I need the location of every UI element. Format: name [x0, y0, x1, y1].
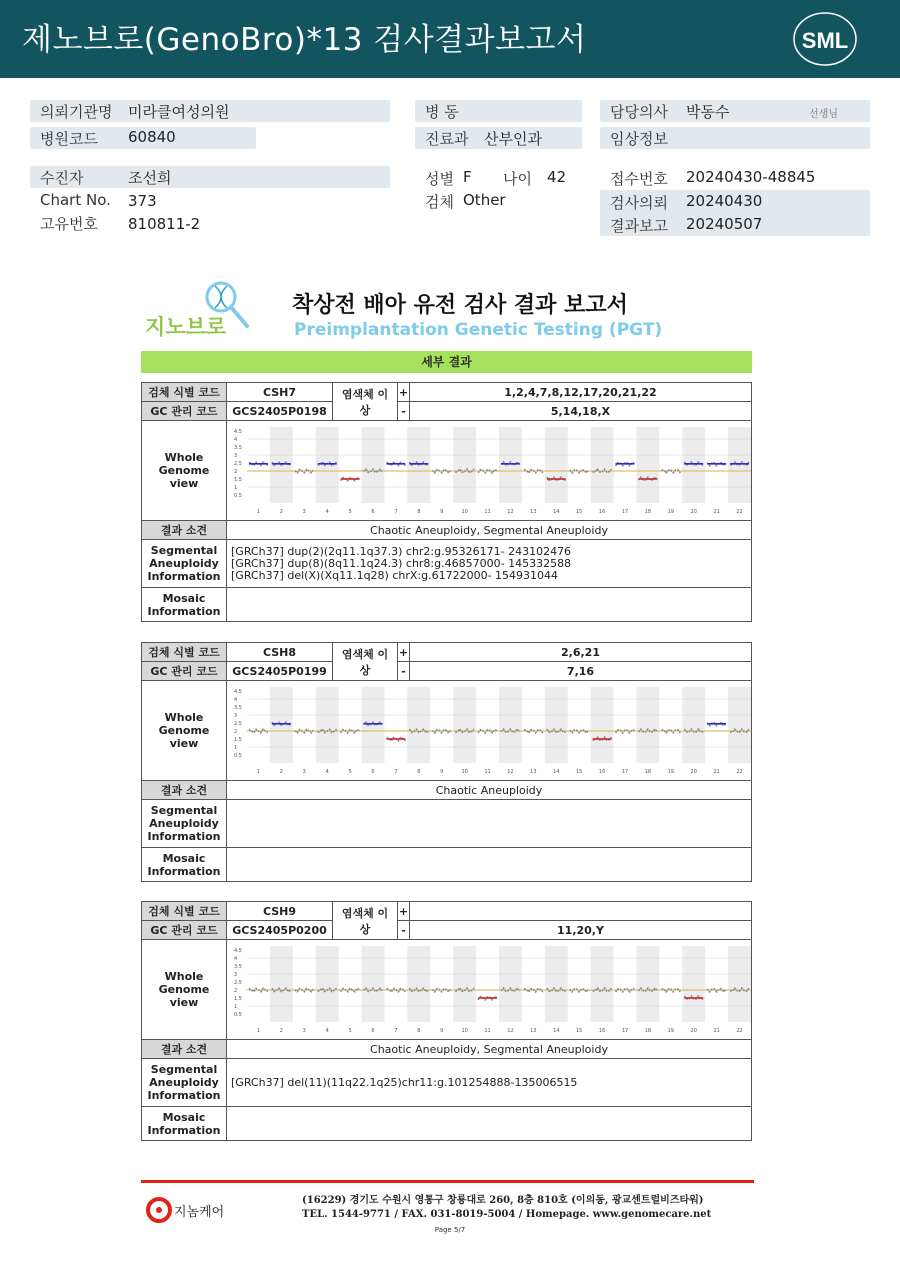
x-tick-label: 3 — [302, 1028, 306, 1034]
chromosome-band — [407, 946, 430, 1022]
footer-divider — [141, 1180, 754, 1183]
segmental-line: [GRCh37] dup(8)(8q11.1q24.3) chr8:g.46857000- 145332588 — [231, 556, 572, 570]
whole-genome-label: Whole Genome view — [142, 421, 227, 521]
x-tick-label: 4 — [325, 1028, 329, 1034]
x-tick-label: 14 — [553, 1028, 560, 1034]
y-tick-label: 3 — [234, 972, 238, 978]
x-tick-label: 1 — [256, 509, 261, 515]
loss-sign: - — [398, 921, 410, 940]
sex-label: 성별 — [425, 170, 454, 188]
mosaic-label: Mosaic Information — [142, 588, 227, 622]
chromosome-band — [636, 427, 659, 503]
segmental-info — [227, 1059, 752, 1107]
gain-chromosomes — [410, 902, 752, 921]
x-tick-label: 13 — [530, 509, 537, 515]
chromosome-band — [362, 427, 385, 503]
whole-genome-label: Whole Genome view — [142, 681, 227, 781]
sample-table-csh9 — [141, 901, 752, 1141]
y-tick-label: 4 — [234, 697, 238, 703]
sample-code-value: CSH7 — [227, 383, 333, 402]
ward-label: 병 동 — [425, 103, 459, 121]
hospital-code-label: 병원코드 — [40, 130, 98, 148]
segmental-label: Segmental Aneuploidy Information — [142, 800, 227, 848]
chromosome-band — [316, 946, 339, 1022]
x-tick-label: 9 — [440, 509, 444, 515]
y-tick-label: 3 — [234, 453, 238, 459]
section-banner: 세부 결과 — [141, 351, 752, 373]
sample-code-label: 검체 식별 코드 — [142, 643, 227, 662]
mosaic-label: Mosaic Information — [142, 1107, 227, 1141]
x-tick-label: 22 — [736, 1028, 743, 1034]
x-tick-label: 8 — [417, 1028, 421, 1034]
gc-code-value: GCS2405P0199 — [227, 662, 333, 681]
chromosome-band — [453, 687, 476, 763]
whole-genome-chart — [227, 681, 752, 781]
gc-code-label: GC 관리 코드 — [142, 662, 227, 681]
receipt-label: 접수번호 — [610, 170, 668, 188]
x-tick-label: 2 — [279, 769, 283, 775]
chromosome-band — [499, 427, 522, 503]
chromosome-band — [682, 946, 705, 1022]
chromosome-band — [453, 946, 476, 1022]
x-tick-label: 7 — [394, 1028, 398, 1034]
mosaic-info — [227, 1107, 752, 1141]
page-number: Page 5/7 — [434, 1226, 466, 1234]
x-tick-label: 1 — [256, 1028, 261, 1034]
specimen-label: 검체 — [425, 193, 454, 211]
y-tick-label: 1 — [234, 485, 238, 491]
result-value: Chaotic Aneuploidy, Segmental Aneuploidy — [227, 1040, 752, 1059]
whole-genome-chart — [227, 421, 752, 521]
x-tick-label: 10 — [461, 1028, 468, 1034]
y-tick-label: 0.5 — [234, 1012, 242, 1018]
sample-code-label: 검체 식별 코드 — [142, 383, 227, 402]
x-tick-label: 10 — [461, 509, 468, 515]
patient-row — [30, 166, 390, 188]
department-label: 진료과 — [425, 130, 469, 148]
patient-value: 조선희 — [128, 169, 172, 187]
sample-code-label: 검체 식별 코드 — [142, 902, 227, 921]
gc-code-value: GCS2405P0198 — [227, 402, 333, 421]
copy-number-points — [387, 989, 406, 992]
institution-value: 미라클여성의원 — [128, 103, 230, 121]
genomecare-logo-text: 지놈케어 — [174, 1205, 225, 1220]
x-tick-label: 15 — [575, 509, 583, 515]
segmental-line: [GRCh37] dup(2)(2q11.1q37.3) chr2:g.95326171- 243102476 — [231, 544, 572, 558]
x-tick-label: 20 — [690, 509, 697, 515]
x-tick-label: 7 — [394, 769, 398, 775]
sample-code-value: CSH8 — [227, 643, 333, 662]
y-tick-label: 3.5 — [234, 705, 242, 711]
gc-code-label: GC 관리 코드 — [142, 921, 227, 940]
x-tick-label: 4 — [325, 509, 329, 515]
loss-chromosomes: 7,16 — [410, 662, 752, 681]
y-tick-label: 0.5 — [234, 753, 242, 759]
x-tick-label: 11 — [484, 769, 491, 775]
y-tick-label: 3.5 — [234, 445, 242, 451]
chromosome-band — [591, 946, 614, 1022]
genomecare-logo — [146, 1196, 256, 1230]
age-label: 나이 — [503, 170, 532, 188]
x-tick-label: 12 — [507, 509, 514, 515]
genobro-logo-text: 지노브로 — [145, 315, 227, 339]
x-tick-label: 19 — [667, 1028, 675, 1034]
segmental-label: Segmental Aneuploidy Information — [142, 540, 227, 588]
report-title: 제노브로(GenoBro)*13 검사결과보고서 — [22, 22, 587, 58]
genobro-logo — [143, 280, 253, 342]
y-tick-label: 2.5 — [234, 980, 242, 986]
chromosome-band — [728, 687, 751, 763]
sex-value: F — [463, 168, 472, 186]
loss-chromosomes: 11,20,Y — [410, 921, 752, 940]
x-tick-label: 20 — [690, 1028, 697, 1034]
chromosome-band — [499, 687, 522, 763]
chromosome-band — [362, 687, 385, 763]
segmental-line: [GRCh37] del(X)(Xq11.1q28) chrX:g.61722000- 154931044 — [231, 568, 559, 582]
x-tick-label: 18 — [644, 1028, 652, 1034]
x-tick-label: 2 — [279, 509, 283, 515]
x-tick-label: 4 — [325, 769, 329, 775]
clinical-label: 임상정보 — [610, 130, 668, 148]
loss-sign: - — [398, 402, 410, 421]
id-value: 810811-2 — [128, 215, 201, 233]
chromosome-band — [545, 427, 568, 503]
footer-address-line: (16229) 경기도 수원시 영통구 창룡대로 260, 8층 810호 (이의동, 광교센트럴비즈타워) — [302, 1195, 704, 1206]
y-tick-label: 2 — [234, 469, 238, 475]
id-label: 고유번호 — [40, 215, 98, 233]
sml-logo — [792, 10, 858, 68]
chromosome-band — [591, 427, 614, 503]
x-tick-label: 9 — [440, 1028, 444, 1034]
x-tick-label: 7 — [394, 509, 398, 515]
x-tick-label: 21 — [713, 509, 720, 515]
footer-address — [302, 1194, 711, 1222]
segmental-info — [227, 540, 752, 588]
chromosome-band — [407, 687, 430, 763]
whole-genome-label: Whole Genome view — [142, 940, 227, 1040]
result-label: 결과 소견 — [142, 1040, 227, 1059]
x-tick-label: 5 — [348, 1028, 352, 1034]
x-tick-label: 11 — [484, 1028, 491, 1034]
x-tick-label: 15 — [575, 1028, 583, 1034]
specimen-value: Other — [463, 191, 506, 209]
x-tick-label: 17 — [621, 769, 629, 775]
x-tick-label: 3 — [302, 509, 306, 515]
chromosome-band — [362, 946, 385, 1022]
chromosome-band — [499, 946, 522, 1022]
footer-contact-line: TEL. 1544-9771 / FAX. 031-8019-5004 / Homepage. www.genomecare.net — [302, 1209, 712, 1220]
chart-label: Chart No. — [40, 191, 111, 209]
copy-number-points — [249, 729, 268, 732]
chromosome-band — [453, 427, 476, 503]
chromosome-band — [682, 687, 705, 763]
x-tick-label: 16 — [598, 1028, 606, 1034]
y-tick-label: 4.5 — [234, 429, 242, 435]
chromosome-band — [591, 687, 614, 763]
chromosome-band — [636, 687, 659, 763]
request-label: 검사의뢰 — [610, 194, 668, 212]
abnormality-label: 염색체 이상 — [333, 643, 398, 681]
loss-chromosomes: 5,14,18,X — [410, 402, 752, 421]
y-tick-label: 1.5 — [234, 737, 242, 743]
y-tick-label: 2 — [234, 729, 238, 735]
x-tick-label: 6 — [371, 769, 375, 775]
sml-logo-text: SML — [801, 28, 849, 53]
y-tick-label: 4.5 — [234, 689, 242, 695]
chart-value: 373 — [128, 192, 157, 210]
y-tick-label: 4.5 — [234, 948, 242, 954]
gc-code-label: GC 관리 코드 — [142, 402, 227, 421]
abnormality-label: 염색체 이상 — [333, 383, 398, 421]
institution-label: 의뢰기관명 — [40, 103, 113, 121]
loss-sign: - — [398, 662, 410, 681]
sample-table-csh8 — [141, 642, 752, 882]
pgt-title: 착상전 배아 유전 검사 결과 보고서 — [292, 293, 628, 318]
mosaic-info — [227, 588, 752, 622]
y-tick-label: 1 — [234, 1004, 238, 1010]
abnormality-label: 염색체 이상 — [333, 902, 398, 940]
x-tick-label: 14 — [553, 509, 560, 515]
x-tick-label: 21 — [713, 769, 720, 775]
gc-code-value: GCS2405P0200 — [227, 921, 333, 940]
report-date-label: 결과보고 — [610, 217, 668, 235]
sample-table-csh7 — [141, 382, 752, 622]
request-value: 20240430 — [686, 192, 763, 210]
gain-sign: + — [398, 643, 410, 662]
gain-sign: + — [398, 383, 410, 402]
segmental-label: Segmental Aneuploidy Information — [142, 1059, 227, 1107]
x-tick-label: 17 — [621, 509, 629, 515]
y-tick-label: 1 — [234, 745, 238, 751]
x-tick-label: 9 — [440, 769, 444, 775]
chromosome-band — [636, 946, 659, 1022]
y-tick-label: 0.5 — [234, 493, 242, 499]
x-tick-label: 2 — [279, 1028, 283, 1034]
x-tick-label: 15 — [575, 769, 583, 775]
x-tick-label: 8 — [417, 769, 421, 775]
doctor-label: 담당의사 — [610, 103, 668, 121]
x-tick-label: 3 — [302, 769, 306, 775]
x-tick-label: 16 — [598, 509, 606, 515]
patient-label: 수진자 — [40, 169, 84, 187]
y-tick-label: 2.5 — [234, 461, 242, 467]
chromosome-band — [270, 946, 293, 1022]
gain-chromosomes: 2,6,21 — [410, 643, 752, 662]
x-tick-label: 19 — [667, 509, 675, 515]
chromosome-band — [728, 946, 751, 1022]
x-tick-label: 6 — [371, 509, 375, 515]
y-tick-label: 1.5 — [234, 996, 242, 1002]
mosaic-info — [227, 848, 752, 882]
result-value: Chaotic Aneuploidy, Segmental Aneuploidy — [227, 521, 752, 540]
age-value: 42 — [547, 168, 567, 186]
x-tick-label: 14 — [553, 769, 560, 775]
sample-code-value: CSH9 — [227, 902, 333, 921]
y-tick-label: 2.5 — [234, 721, 242, 727]
doctor-suffix: 선생님 — [809, 109, 838, 120]
x-tick-label: 20 — [690, 769, 697, 775]
result-label: 결과 소견 — [142, 521, 227, 540]
x-tick-label: 21 — [713, 1028, 720, 1034]
segmental-info — [227, 800, 752, 848]
mosaic-label: Mosaic Information — [142, 848, 227, 882]
x-tick-label: 12 — [507, 769, 514, 775]
result-value: Chaotic Aneuploidy — [227, 781, 752, 800]
chromosome-band — [545, 946, 568, 1022]
y-tick-label: 4 — [234, 956, 238, 962]
x-tick-label: 18 — [644, 769, 652, 775]
copy-number-points — [249, 988, 268, 991]
chromosome-band — [545, 687, 568, 763]
y-tick-label: 3.5 — [234, 964, 242, 970]
x-tick-label: 8 — [417, 509, 421, 515]
x-tick-label: 12 — [507, 1028, 514, 1034]
y-tick-label: 1.5 — [234, 477, 242, 483]
x-tick-label: 5 — [348, 769, 352, 775]
x-tick-label: 13 — [530, 769, 537, 775]
x-tick-label: 16 — [598, 769, 606, 775]
x-tick-label: 22 — [736, 769, 743, 775]
x-tick-label: 11 — [484, 509, 491, 515]
x-tick-label: 10 — [461, 769, 468, 775]
x-tick-label: 1 — [256, 769, 261, 775]
hospital-code-value: 60840 — [128, 128, 176, 146]
x-tick-label: 17 — [621, 1028, 629, 1034]
gain-sign: + — [398, 902, 410, 921]
report-date-value: 20240507 — [686, 215, 763, 233]
receipt-value: 20240430-48845 — [686, 168, 816, 186]
doctor-value: 박동수 — [686, 103, 730, 121]
y-tick-label: 3 — [234, 713, 238, 719]
x-tick-label: 22 — [736, 509, 743, 515]
dna-icon — [215, 286, 227, 308]
x-tick-label: 13 — [530, 1028, 537, 1034]
pgt-subtitle: Preimplantation Genetic Testing (PGT) — [294, 320, 663, 340]
y-tick-label: 4 — [234, 437, 238, 443]
x-tick-label: 5 — [348, 509, 352, 515]
department-value: 산부인과 — [484, 130, 542, 148]
chromosome-band — [316, 687, 339, 763]
x-tick-label: 19 — [667, 769, 675, 775]
x-tick-label: 6 — [371, 1028, 375, 1034]
result-label: 결과 소견 — [142, 781, 227, 800]
whole-genome-chart — [227, 940, 752, 1040]
segmental-line: [GRCh37] del(11)(11q22.1q25)chr11:g.101254888-135006515 — [231, 1075, 578, 1089]
x-tick-label: 18 — [644, 509, 652, 515]
gain-chromosomes: 1,2,4,7,8,12,17,20,21,22 — [410, 383, 752, 402]
y-tick-label: 2 — [234, 988, 238, 994]
